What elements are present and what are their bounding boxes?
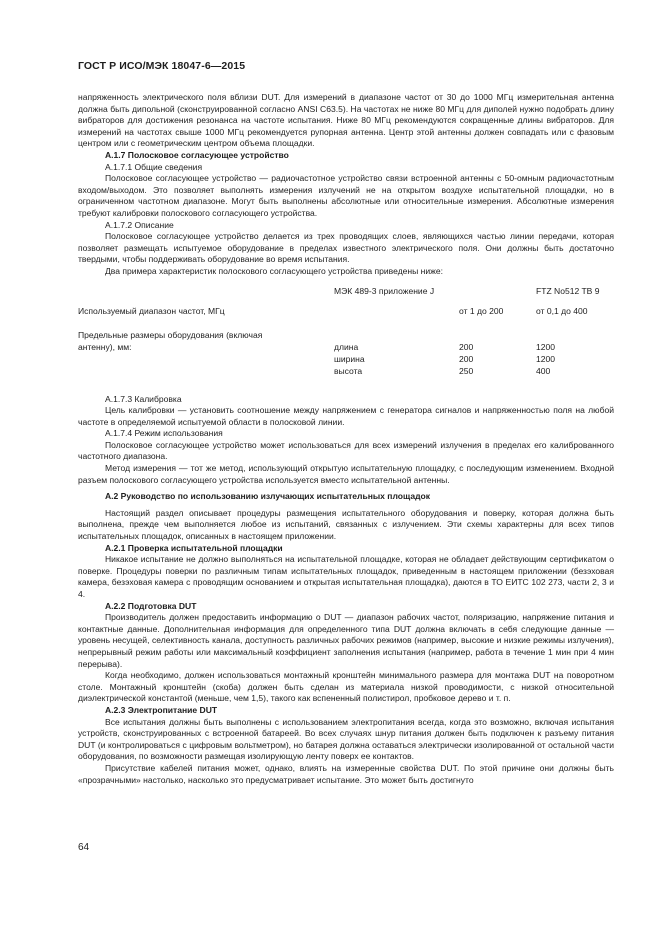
paragraph: Полосковое согласующее устройство делается из трех проводящих слоев, являющихся частью линии передачи, которая позволяет размещать испытуемое оборудование в пределах известного электрического поля. Они должны быть достаточно твердыми, чтобы поддерживать оборудование во время испытания. <box>78 231 614 265</box>
paragraph: Цель калибровки — установить соотношение между напряжением с генератора сигналов и напряженностью поля на любой частоте в определяемой испытуемой области в полосковой линии. <box>78 405 614 427</box>
table-cell: 200 <box>459 341 474 352</box>
table-cell: 200 <box>459 353 474 364</box>
table-col-header-ftz: FTZ No512 TB 9 <box>536 285 600 296</box>
table-row-label-frequency: Используемый диапазон частот, МГц <box>78 305 225 316</box>
section-heading-a2: A.2 Руководство по использованию излучающих испытательных площадок <box>105 491 430 502</box>
paragraph: Производитель должен предоставить информацию о DUT — диапазон рабочих частот, поляризацию, напряжение питания и контактные данные. Дополнительная информация для определенного типа DUT должна включать в себя следующие данные — уровень несущей, селективность канала, доступность различных рабочих режимов (например, высокие и низкие режимы излучения), непрерывный режим работы или максимальный коэффициент заполнения испытания (например, работа в течение 1 мин при 4 мин перерыва). <box>78 612 614 669</box>
table-cell: 1200 <box>536 353 556 364</box>
page-number: 64 <box>78 842 90 853</box>
paragraph: Два примера характеристик полоскового согласующего устройства приведены ниже: <box>105 265 444 276</box>
table-dim-label: ширина <box>334 353 365 364</box>
table-row-label-dimensions: Предельные размеры оборудования (включая <box>78 329 263 340</box>
table-cell: 250 <box>459 365 474 376</box>
paragraph: напряженность электрического поля вблизи DUT. Для измерений в диапазоне частот от 30 до 1000 МГц измерительная антенна должна быть дипольной (сконструированной согласно ANSI C63.5). На частотах не ниже 80 МГц для диполей нужно подобрать длину вибраторов для достижения резонанса на частоте испытания. Ниже 80 МГц рекомендуются сокращенные длины вибраторов. Для измерений на частотах свыше 1000 МГц рекомендуется рупорная антенна. Центр этой антенны должен совпадать или с фазовым центром или с геометрическим центром объема площадки. <box>78 92 614 149</box>
table-cell: от 0,1 до 400 <box>536 305 588 316</box>
subsection-heading-a171: A.1.7.1 Общие сведения <box>105 161 203 172</box>
table-row-label-dimensions-cont: антенну), мм: <box>78 341 132 352</box>
section-heading-a22: A.2.2 Подготовка DUT <box>105 600 197 611</box>
subsection-heading-a172: A.1.7.2 Описание <box>105 219 174 230</box>
table-cell: 400 <box>536 365 551 376</box>
paragraph: Никакое испытание не должно выполняться на испытательной площадке, которая не обладает действующим сертификатом о поверке. Процедуры поверки по различным типам испытательных площадок, приведенным в настоящем приложении (безэховая камера, безэховая камера с проводящим основанием и открытая испытательная площадка), даются в ТО ЕИТС 102 273, части 2, 3 и 4. <box>78 554 614 599</box>
subsection-heading-a173: A.1.7.3 Калибровка <box>105 393 182 404</box>
paragraph: Полосковое согласующее устройство может использоваться для всех измерений излучения в пределах его калиброванного частотного диапазона. <box>78 439 614 462</box>
table-cell: от 1 до 200 <box>459 305 504 316</box>
section-heading-a23: A.2.3 Электропитание DUT <box>105 704 218 715</box>
paragraph: Настоящий раздел описывает процедуры размещения испытательного оборудования и поверку, которая должна быть выполнена, прежде чем выполняется любое из испытаний, связанных с излучением. Эти схемы характерны для всех типов испытательных площадок, описанных в настоящем приложении. <box>78 507 614 542</box>
characteristics-table <box>78 286 614 388</box>
table-cell: 1200 <box>536 341 556 352</box>
table-dim-label: высота <box>334 365 363 376</box>
page-body <box>78 92 614 786</box>
paragraph: Когда необходимо, должен использоваться монтажный кронштейн минимального размера для монтажа DUT на поворотном столе. Монтажный кронштейн (скоба) должен быть сделан из материала низкой проводимости, с низкой относительной диэлектрической константой (меньше, чем 1,5), такого как вспененный полистирол, пробковое дерево и т. п. <box>78 670 614 704</box>
subsection-heading-a174: A.1.7.4 Режим использования <box>105 428 223 439</box>
paragraph: Полосковое согласующее устройство — радиочастотное устройство связи встроенной антенны с 50-омным радиочастотным входом/выходом. Это позволяет выполнять измерения излучений не на открытом воздухе испытательной площадки, но в ограниченном частотном диапазоне. Могут быть выполнены абсолютные или относительные измерения. Абсолютные измерения требуют калибровки полоскового согласующего устройства. <box>78 173 614 218</box>
paragraph: Метод измерения — тот же метод, использующий открытую испытательную площадку, с последующим изменением. Входной разъем полоскового согласующего устройства используется вместо испытательной антенны. <box>78 463 614 485</box>
paragraph: Все испытания должны быть выполнены с использованием электропитания всегда, когда это возможно, включая испытания устройств, сконструированных с встроенной батареей. Во всех случаях шнур питания должен быть подключен к разъему питания DUT (и контролироваться с цифровым вольтметром), но батарея должна оставаться электрически изолированной от остальной части оборудования, по возможности размещая изолирующую ленту поверх ее контактов. <box>78 716 614 762</box>
section-heading-a21: A.2.1 Проверка испытательной площадки <box>105 542 283 553</box>
paragraph: Присутствие кабелей питания может, однако, влиять на измеренные свойства DUT. По этой причине они должны быть «прозрачными» настолько, насколько это предусматривает испытание. Это может быть достигнуто <box>78 762 614 785</box>
section-heading-a17: A.1.7 Полосковое согласующее устройство <box>105 149 289 160</box>
table-dim-label: длина <box>334 341 359 352</box>
table-col-header-iec: МЭК 489-3 приложение J <box>334 285 435 296</box>
page-header: ГОСТ Р ИСО/МЭК 18047-6—2015 <box>78 60 246 72</box>
